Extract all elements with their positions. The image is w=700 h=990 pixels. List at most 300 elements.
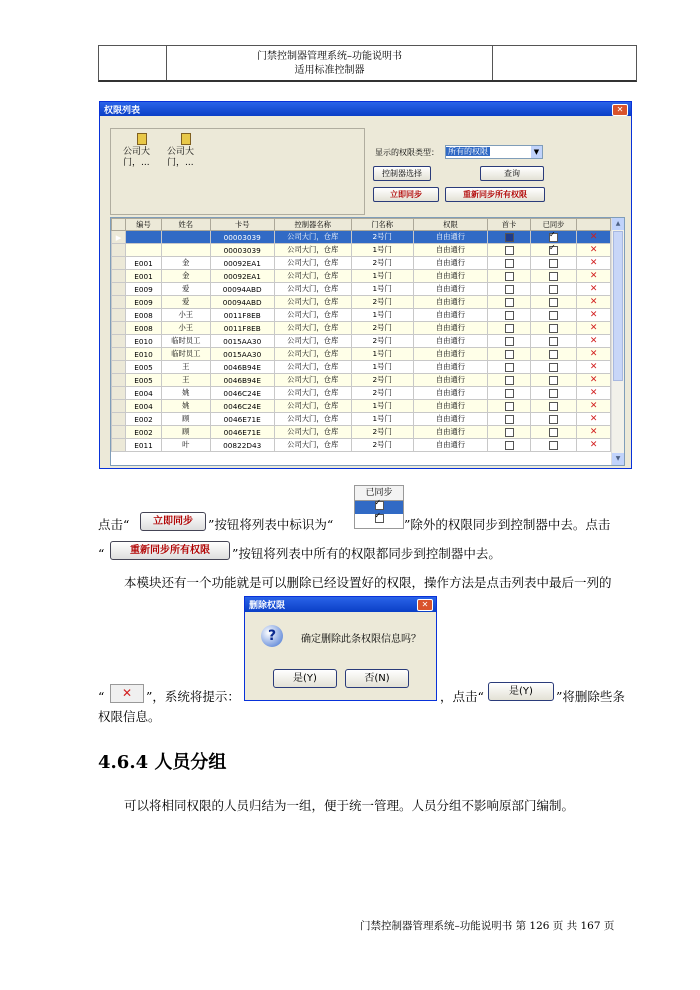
delete-x-icon[interactable]: ✕: [589, 284, 598, 294]
cell-door: 1号门: [351, 283, 413, 296]
cell-id: E010: [126, 348, 162, 361]
cell-name: 王: [161, 374, 210, 387]
cell-name: [161, 231, 210, 244]
cell-id: E002: [126, 413, 162, 426]
delete-icon[interactable]: [577, 387, 611, 400]
cell-name: [161, 244, 210, 257]
cell-controller: 公司大门，仓库: [274, 309, 351, 322]
table-row[interactable]: [112, 244, 611, 257]
synced-checkbox[interactable]: [530, 426, 577, 439]
cell-controller: 公司大门，仓库: [274, 231, 351, 244]
checkbox-icon[interactable]: [549, 298, 558, 307]
inline-resync-all-button: 重新同步所有权限: [110, 541, 230, 560]
table-row[interactable]: [112, 426, 611, 439]
cell-card: 0046C24E: [210, 400, 274, 413]
chevron-down-icon[interactable]: ▼: [531, 146, 542, 158]
door-item[interactable]: 公司大门，...: [123, 133, 163, 169]
cell-id: E001: [126, 270, 162, 283]
checkbox-icon[interactable]: [549, 272, 558, 281]
delete-icon[interactable]: [577, 335, 611, 348]
delete-x-icon[interactable]: ✕: [589, 362, 598, 372]
checkbox-icon[interactable]: [549, 441, 558, 450]
dialog-title: 删除权限: [249, 601, 286, 611]
checkbox-icon[interactable]: [549, 311, 558, 320]
table-header: [112, 219, 611, 231]
first-card-checkbox[interactable]: [488, 322, 530, 335]
cell-door: 2号门: [351, 387, 413, 400]
cell-controller: 公司大门，仓库: [274, 322, 351, 335]
checkbox-icon[interactable]: [549, 233, 558, 242]
row-indicator: [112, 426, 126, 439]
delete-icon[interactable]: [577, 400, 611, 413]
delete-icon[interactable]: [577, 244, 611, 257]
cell-permission: 自由通行: [413, 439, 488, 452]
window-title: 权限列表: [104, 106, 141, 116]
synced-checkbox[interactable]: [530, 283, 577, 296]
table-row[interactable]: [112, 439, 611, 452]
delete-icon[interactable]: [577, 283, 611, 296]
cell-permission: 自由通行: [413, 283, 488, 296]
delete-permission-dialog: [244, 596, 437, 701]
checkbox-icon[interactable]: [549, 428, 558, 437]
cell-id: E005: [126, 374, 162, 387]
checkbox-icon[interactable]: [549, 363, 558, 372]
cell-name: 爱: [161, 283, 210, 296]
cell-permission: 自由通行: [413, 335, 488, 348]
dialog-titlebar: [245, 597, 436, 612]
cell-door: 1号门: [351, 348, 413, 361]
cell-name: 姚: [161, 387, 210, 400]
delete-x-icon[interactable]: ✕: [589, 388, 598, 398]
window-titlebar: [100, 102, 631, 116]
cell-card: 0011F8EB: [210, 322, 274, 335]
synced-checkbox[interactable]: [530, 374, 577, 387]
cell-card: 0046B94E: [210, 361, 274, 374]
delete-x-icon[interactable]: ✕: [589, 310, 598, 320]
cell-name: 王: [161, 361, 210, 374]
cell-id: E009: [126, 296, 162, 309]
synced-checkbox[interactable]: [530, 348, 577, 361]
no-button[interactable]: 否(N): [345, 669, 409, 688]
first-card-checkbox[interactable]: [488, 413, 530, 426]
cell-controller: 公司大门，仓库: [274, 374, 351, 387]
cell-name: 临时员工: [161, 335, 210, 348]
cell-card: 0011F8EB: [210, 309, 274, 322]
checkbox-icon[interactable]: [505, 259, 514, 268]
cell-controller: 公司大门，仓库: [274, 296, 351, 309]
checkbox-icon[interactable]: [505, 233, 514, 242]
cell-id: E008: [126, 309, 162, 322]
cell-card: 00092EA1: [210, 270, 274, 283]
delete-x-icon[interactable]: ✕: [589, 401, 598, 411]
delete-x-icon[interactable]: ✕: [589, 258, 598, 268]
delete-icon[interactable]: [577, 296, 611, 309]
synced-checkbox[interactable]: [530, 270, 577, 283]
delete-x-icon[interactable]: ✕: [589, 440, 598, 450]
cell-door: 2号门: [351, 296, 413, 309]
synced-checkbox[interactable]: [530, 257, 577, 270]
delete-icon[interactable]: [577, 439, 611, 452]
first-card-checkbox[interactable]: [488, 244, 530, 257]
inline-sync-now-button: 立即同步: [140, 512, 206, 531]
cell-permission: 自由通行: [413, 413, 488, 426]
row-indicator: [112, 270, 126, 283]
cell-controller: 公司大门，仓库: [274, 413, 351, 426]
para-sync-b: ”按钮将列表中标识为“: [208, 517, 334, 532]
row-indicator: [112, 257, 126, 270]
cell-door: 2号门: [351, 374, 413, 387]
cell-permission: 自由通行: [413, 270, 488, 283]
cell-name: 爱: [161, 296, 210, 309]
cell-card: 00003039: [210, 244, 274, 257]
question-icon: ?: [261, 625, 283, 647]
cell-controller: 公司大门，仓库: [274, 400, 351, 413]
cell-permission: 自由通行: [413, 296, 488, 309]
cell-name: 小王: [161, 322, 210, 335]
door-icon: [181, 133, 191, 145]
col-controller[interactable]: 控制器名称: [274, 219, 351, 231]
delete-x-icon[interactable]: ✕: [589, 232, 598, 242]
cell-controller: 公司大门，仓库: [274, 270, 351, 283]
checkbox-icon[interactable]: [505, 311, 514, 320]
cell-permission: 自由通行: [413, 348, 488, 361]
cell-name: 金: [161, 270, 210, 283]
col-name[interactable]: 姓名: [161, 219, 210, 231]
table-row[interactable]: [112, 335, 611, 348]
delete-x-icon[interactable]: ✕: [589, 375, 598, 385]
checkbox-icon[interactable]: [505, 324, 514, 333]
cell-door: 2号门: [351, 257, 413, 270]
synced-checkbox[interactable]: [530, 439, 577, 452]
close-icon[interactable]: ✕: [417, 599, 433, 611]
page-footer: 门禁控制器管理系统–功能说明书 第 126 页 共 167 页: [360, 920, 615, 932]
row-indicator: [112, 400, 126, 413]
cell-permission: 自由通行: [413, 374, 488, 387]
delete-x-icon[interactable]: ✕: [589, 427, 598, 437]
delete-icon[interactable]: [577, 426, 611, 439]
checkbox-icon[interactable]: [505, 376, 514, 385]
synced-checkbox[interactable]: [530, 361, 577, 374]
table-row[interactable]: [112, 296, 611, 309]
delete-icon[interactable]: [577, 270, 611, 283]
delete-icon[interactable]: [577, 361, 611, 374]
checkbox-icon[interactable]: [549, 285, 558, 294]
cell-id: E010: [126, 335, 162, 348]
synced-header: 已同步: [355, 486, 403, 501]
cell-name: 姚: [161, 400, 210, 413]
vertical-scrollbar[interactable]: [611, 218, 624, 465]
cell-card: 0046E71E: [210, 426, 274, 439]
table-row[interactable]: [112, 309, 611, 322]
para-sync-a: 点击“: [98, 517, 130, 532]
delete-icon[interactable]: [577, 309, 611, 322]
dialog-message: 确定删除此条权限信息吗？: [301, 634, 421, 645]
table-row[interactable]: [112, 387, 611, 400]
checkbox-icon[interactable]: [549, 324, 558, 333]
table-row[interactable]: [112, 361, 611, 374]
scroll-down-icon[interactable]: ▼: [612, 453, 624, 465]
first-card-checkbox[interactable]: [488, 283, 530, 296]
cell-door: 1号门: [351, 413, 413, 426]
cell-name: 临时员工: [161, 348, 210, 361]
synced-checkbox[interactable]: [530, 244, 577, 257]
table-row[interactable]: [112, 231, 611, 244]
checkbox-icon[interactable]: [505, 298, 514, 307]
cell-permission: 自由通行: [413, 361, 488, 374]
checkbox-icon[interactable]: [505, 441, 514, 450]
cell-door: 2号门: [351, 322, 413, 335]
col-permission[interactable]: 权限: [413, 219, 488, 231]
delete-x-icon[interactable]: ✕: [589, 336, 598, 346]
cell-door: 1号门: [351, 244, 413, 257]
row-indicator: [112, 361, 126, 374]
para-prompt-c: ，点击“: [440, 689, 484, 704]
delete-x-icon: ✕: [110, 684, 144, 703]
cell-controller: 公司大门，仓库: [274, 257, 351, 270]
cell-door: 1号门: [351, 361, 413, 374]
synced-checkbox[interactable]: [530, 231, 577, 244]
para-prompt-b: ”，系统将提示：: [146, 689, 240, 704]
synced-checkbox[interactable]: [530, 387, 577, 400]
cell-permission: 自由通行: [413, 322, 488, 335]
cell-controller: 公司大门，仓库: [274, 244, 351, 257]
delete-x-icon[interactable]: ✕: [589, 414, 598, 424]
col-card[interactable]: 卡号: [210, 219, 274, 231]
cell-controller: 公司大门，仓库: [274, 361, 351, 374]
cell-door: 1号门: [351, 400, 413, 413]
checkbox-icon[interactable]: [549, 376, 558, 385]
synced-checkbox[interactable]: [530, 322, 577, 335]
first-card-checkbox[interactable]: [488, 270, 530, 283]
cell-id: [126, 244, 162, 257]
checkbox-icon[interactable]: [505, 285, 514, 294]
cell-card: 0046B94E: [210, 374, 274, 387]
row-indicator: [112, 296, 126, 309]
first-card-checkbox[interactable]: [488, 348, 530, 361]
cell-id: E002: [126, 426, 162, 439]
cell-card: 00092EA1: [210, 257, 274, 270]
permission-table: [111, 218, 611, 452]
cell-id: E008: [126, 322, 162, 335]
cell-name: 金: [161, 257, 210, 270]
checkbox-icon[interactable]: [505, 402, 514, 411]
delete-x-icon[interactable]: ✕: [589, 271, 598, 281]
resync-all-button[interactable]: 重新同步所有权限: [445, 187, 545, 202]
cell-card: 00094ABD: [210, 296, 274, 309]
table-row[interactable]: [112, 348, 611, 361]
first-card-checkbox[interactable]: [488, 309, 530, 322]
row-indicator: [112, 374, 126, 387]
door-group-box: [110, 128, 365, 215]
cell-controller: 公司大门，仓库: [274, 387, 351, 400]
close-icon[interactable]: ✕: [612, 104, 628, 116]
first-card-checkbox[interactable]: [488, 374, 530, 387]
delete-icon[interactable]: [577, 231, 611, 244]
cell-card: 00094ABD: [210, 283, 274, 296]
first-card-checkbox[interactable]: [488, 335, 530, 348]
checkbox-icon[interactable]: [505, 389, 514, 398]
permission-grid: [110, 217, 625, 466]
checkbox-checked-icon: [375, 501, 384, 510]
first-card-checkbox[interactable]: [488, 257, 530, 270]
cell-permission: 自由通行: [413, 231, 488, 244]
para-resync-a: “: [98, 546, 105, 561]
cell-id: E004: [126, 400, 162, 413]
col-id[interactable]: 编号: [126, 219, 162, 231]
cell-name: 顾: [161, 426, 210, 439]
cell-id: [126, 231, 162, 244]
cell-id: E001: [126, 257, 162, 270]
permission-type-select[interactable]: 所有的权限 ▼: [445, 145, 543, 159]
header-subtitle: 适用标准控制器: [294, 65, 365, 76]
cell-permission: 自由通行: [413, 244, 488, 257]
first-card-checkbox[interactable]: [488, 426, 530, 439]
cell-permission: 自由通行: [413, 426, 488, 439]
row-indicator: [112, 439, 126, 452]
row-indicator: [112, 309, 126, 322]
checkbox-icon[interactable]: [505, 350, 514, 359]
delete-x-icon[interactable]: ✕: [589, 349, 598, 359]
row-indicator: [112, 335, 126, 348]
cell-card: 00003039: [210, 231, 274, 244]
cell-card: 0015AA30: [210, 335, 274, 348]
checkbox-icon[interactable]: [505, 428, 514, 437]
cell-controller: 公司大门，仓库: [274, 439, 351, 452]
checkbox-icon[interactable]: [549, 337, 558, 346]
scroll-thumb[interactable]: [613, 231, 623, 381]
cell-id: E004: [126, 387, 162, 400]
cell-door: 2号门: [351, 231, 413, 244]
row-indicator: [112, 244, 126, 257]
para-delete-intro: 本模块还有一个功能就是可以删除已经设置好的权限，操作方法是点击列表中最后一列的: [124, 575, 612, 590]
table-row[interactable]: [112, 400, 611, 413]
filter-label: 显示的权限类型：: [375, 148, 439, 157]
checkbox-icon[interactable]: [549, 389, 558, 398]
synced-column-sample: [354, 485, 404, 529]
cell-controller: 公司大门，仓库: [274, 335, 351, 348]
table-row[interactable]: [112, 374, 611, 387]
cell-door: 2号门: [351, 439, 413, 452]
page-header: [98, 45, 637, 82]
cell-card: 0046C24E: [210, 387, 274, 400]
para-group: 可以将相同权限的人员归结为一组，便于统一管理。人员分组不影响原部门编制。: [124, 798, 575, 813]
synced-checkbox[interactable]: [530, 335, 577, 348]
cell-permission: 自由通行: [413, 257, 488, 270]
col-synced[interactable]: 已同步: [530, 219, 577, 231]
cell-id: E011: [126, 439, 162, 452]
first-card-checkbox[interactable]: [488, 387, 530, 400]
cell-controller: 公司大门，仓库: [274, 348, 351, 361]
row-indicator: [112, 322, 126, 335]
inline-yes-button: 是(Y): [488, 682, 554, 701]
cell-name: 小王: [161, 309, 210, 322]
delete-icon[interactable]: [577, 348, 611, 361]
synced-checkbox[interactable]: [530, 400, 577, 413]
row-indicator: [112, 413, 126, 426]
scroll-up-icon[interactable]: ▲: [612, 218, 624, 230]
synced-checkbox[interactable]: [530, 413, 577, 426]
table-row[interactable]: [112, 257, 611, 270]
checkbox-icon[interactable]: [505, 272, 514, 281]
synced-checkbox[interactable]: [530, 309, 577, 322]
table-row[interactable]: [112, 283, 611, 296]
first-card-checkbox[interactable]: [488, 231, 530, 244]
para-prompt-d: ”将删除些条: [556, 689, 625, 704]
query-button[interactable]: 查询: [480, 166, 544, 181]
row-indicator: [112, 348, 126, 361]
synced-checkbox[interactable]: [530, 296, 577, 309]
para-prompt-e: 权限信息。: [98, 709, 161, 724]
table-row[interactable]: [112, 413, 611, 426]
delete-x-icon[interactable]: ✕: [589, 323, 598, 333]
cell-id: E005: [126, 361, 162, 374]
door-item[interactable]: 公司大门，...: [167, 133, 207, 169]
row-indicator: [112, 387, 126, 400]
checkbox-icon[interactable]: [549, 350, 558, 359]
cell-name: 顾: [161, 413, 210, 426]
table-row[interactable]: [112, 270, 611, 283]
header-title: 门禁控制器管理系统–功能说明书: [257, 51, 402, 62]
checkbox-icon[interactable]: [549, 246, 558, 255]
row-indicator: [112, 283, 126, 296]
cell-name: 叶: [161, 439, 210, 452]
cell-door: 1号门: [351, 309, 413, 322]
yes-button[interactable]: 是(Y): [273, 669, 337, 688]
cell-id: E009: [126, 283, 162, 296]
cell-card: 0046E71E: [210, 413, 274, 426]
checkbox-icon[interactable]: [549, 402, 558, 411]
cell-door: 1号门: [351, 270, 413, 283]
checkbox-icon[interactable]: [549, 415, 558, 424]
cell-card: 00822D43: [210, 439, 274, 452]
row-indicator: ▶: [112, 231, 126, 244]
first-card-checkbox[interactable]: [488, 296, 530, 309]
first-card-checkbox[interactable]: [488, 361, 530, 374]
controller-select-button[interactable]: 控制器选择: [373, 166, 431, 181]
col-door[interactable]: 门名称: [351, 219, 413, 231]
delete-x-icon[interactable]: ✕: [589, 245, 598, 255]
checkbox-icon[interactable]: [505, 246, 514, 255]
checkbox-icon[interactable]: [505, 363, 514, 372]
section-title: 4.6.4 人员分组: [98, 752, 227, 773]
table-row[interactable]: [112, 322, 611, 335]
first-card-checkbox[interactable]: [488, 439, 530, 452]
checkbox-icon[interactable]: [549, 259, 558, 268]
cell-permission: 自由通行: [413, 309, 488, 322]
checkbox-checked-icon: [375, 514, 384, 523]
delete-icon[interactable]: [577, 257, 611, 270]
cell-permission: 自由通行: [413, 387, 488, 400]
delete-icon[interactable]: [577, 322, 611, 335]
delete-icon[interactable]: [577, 413, 611, 426]
para-prompt-a: “: [98, 689, 105, 704]
para-resync-b: ”按钮将列表中所有的权限都同步到控制器中去。: [232, 546, 501, 561]
cell-door: 2号门: [351, 426, 413, 439]
door-icon: [137, 133, 147, 145]
delete-icon[interactable]: [577, 374, 611, 387]
checkbox-icon[interactable]: [505, 415, 514, 424]
cell-permission: 自由通行: [413, 400, 488, 413]
checkbox-icon[interactable]: [505, 337, 514, 346]
delete-x-icon[interactable]: ✕: [589, 297, 598, 307]
col-first-card[interactable]: 首卡: [488, 219, 530, 231]
cell-controller: 公司大门，仓库: [274, 426, 351, 439]
sync-now-button[interactable]: 立即同步: [373, 187, 439, 202]
first-card-checkbox[interactable]: [488, 400, 530, 413]
permission-list-window: [99, 101, 632, 469]
para-sync-c: ”除外的权限同步到控制器中去。点击: [404, 517, 611, 532]
cell-door: 2号门: [351, 335, 413, 348]
